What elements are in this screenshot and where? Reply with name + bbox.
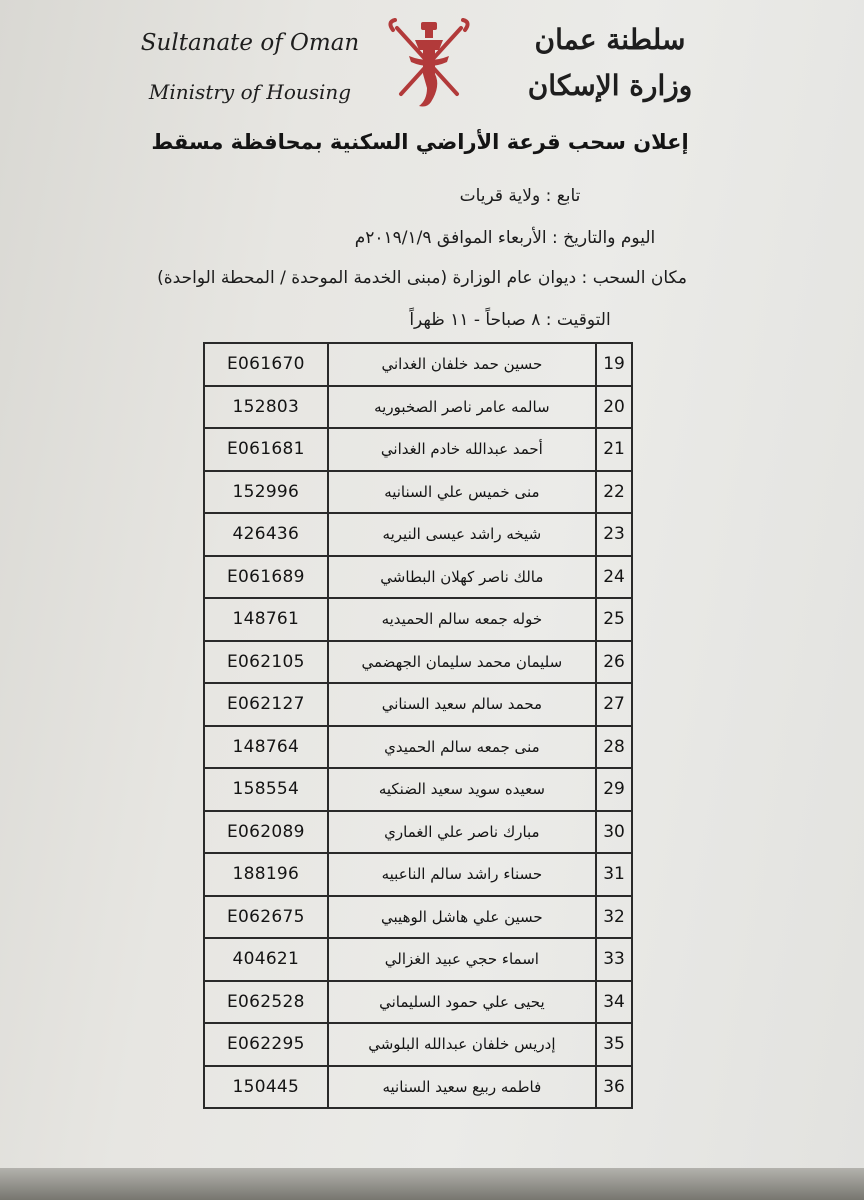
applicant-id-cell: 426436 [204,513,328,556]
row-number-cell: 22 [596,471,632,514]
date-line: اليوم والتاريخ : الأربعاء الموافق ٢٠١٩/١/٩م [354,228,656,248]
english-country-name: Sultanate of Oman [140,30,360,56]
row-number-cell: 23 [596,513,632,556]
table-row [204,1023,632,1066]
row-number-cell: 20 [596,386,632,429]
announcement-title: إعلان سحب قرعة الأراضي السكنية بمحافظة مسقط [151,130,689,154]
table-row [204,981,632,1024]
row-number-cell: 25 [596,598,632,641]
wilayat-line: تابع : ولاية قريات [459,186,581,206]
applicant-name-cell: حسين حمد خلفان الغداني [328,343,596,386]
applicant-name-cell: مالك ناصر كهلان البطاشي [328,556,596,599]
page-edge-shadow [0,1168,864,1200]
draw-results-table [203,342,633,1109]
table-row [204,768,632,811]
applicant-id-cell: 148761 [204,598,328,641]
applicant-name-cell: فاطمه ربيع سعيد السنانيه [328,1066,596,1109]
applicant-name-cell: شيخه راشد عيسى النيريه [328,513,596,556]
applicant-id-cell: E061681 [204,428,328,471]
table-row [204,598,632,641]
applicant-name-cell: أحمد عبدالله خادم الغداني [328,428,596,471]
table-row [204,1066,632,1109]
applicant-name-cell: سالمه عامر ناصر الصخبوريه [328,386,596,429]
applicant-id-cell: 404621 [204,938,328,981]
table-row [204,726,632,769]
row-number-cell: 31 [596,853,632,896]
oman-khanjar-emblem-icon [385,16,473,112]
table-row [204,471,632,514]
applicant-id-cell: E062528 [204,981,328,1024]
table-row [204,386,632,429]
table-row [204,428,632,471]
applicant-name-cell: يحيى علي حمود السليماني [328,981,596,1024]
applicant-id-cell: E061670 [204,343,328,386]
row-number-cell: 19 [596,343,632,386]
applicant-id-cell: 188196 [204,853,328,896]
table-row [204,641,632,684]
table-row [204,853,632,896]
applicant-name-cell: اسماء حجي عبيد الغزالي [328,938,596,981]
row-number-cell: 29 [596,768,632,811]
row-number-cell: 33 [596,938,632,981]
time-line: التوقيت : ٨ صباحاً - ١١ ظهراً [409,310,611,330]
row-number-cell: 34 [596,981,632,1024]
row-number-cell: 28 [596,726,632,769]
applicant-id-cell: E061689 [204,556,328,599]
applicant-name-cell: منى جمعه سالم الحميدي [328,726,596,769]
applicant-id-cell: E062295 [204,1023,328,1066]
row-number-cell: 26 [596,641,632,684]
arabic-letterhead [505,22,715,104]
applicant-id-cell: 158554 [204,768,328,811]
table-row [204,938,632,981]
english-ministry-name: Ministry of Housing [148,80,352,104]
applicant-name-cell: حسين علي هاشل الوهيبي [328,896,596,939]
row-number-cell: 35 [596,1023,632,1066]
row-number-cell: 27 [596,683,632,726]
row-number-cell: 36 [596,1066,632,1109]
applicant-id-cell: 152996 [204,471,328,514]
english-letterhead [140,28,360,106]
applicant-id-cell: E062089 [204,811,328,854]
applicant-name-cell: حسناء راشد سالم الناعبيه [328,853,596,896]
applicant-name-cell: خوله جمعه سالم الحميديه [328,598,596,641]
table-row [204,811,632,854]
applicant-name-cell: سعيده سويد سعيد الضنكيه [328,768,596,811]
row-number-cell: 32 [596,896,632,939]
location-line: مكان السحب : ديوان عام الوزارة (مبنى الخدمة الموحدة / المحطة الواحدة) [157,268,687,288]
applicant-id-cell: E062127 [204,683,328,726]
applicant-name-cell: إدريس خلفان عبدالله البلوشي [328,1023,596,1066]
applicant-name-cell: منى خميس علي السنانيه [328,471,596,514]
applicant-id-cell: E062675 [204,896,328,939]
table-row [204,513,632,556]
row-number-cell: 21 [596,428,632,471]
applicant-name-cell: سليمان محمد سليمان الجهضمي [328,641,596,684]
row-number-cell: 24 [596,556,632,599]
table-row [204,896,632,939]
table-row [204,343,632,386]
table-row [204,683,632,726]
applicant-name-cell: مبارك ناصر علي الغماري [328,811,596,854]
arabic-ministry-name: وزارة الإسكان [527,69,693,102]
applicant-id-cell: 150445 [204,1066,328,1109]
arabic-country-name: سلطنة عمان [534,23,686,56]
table-row [204,556,632,599]
applicant-name-cell: محمد سالم سعيد السناني [328,683,596,726]
applicant-id-cell: E062105 [204,641,328,684]
applicant-id-cell: 152803 [204,386,328,429]
row-number-cell: 30 [596,811,632,854]
applicant-id-cell: 148764 [204,726,328,769]
